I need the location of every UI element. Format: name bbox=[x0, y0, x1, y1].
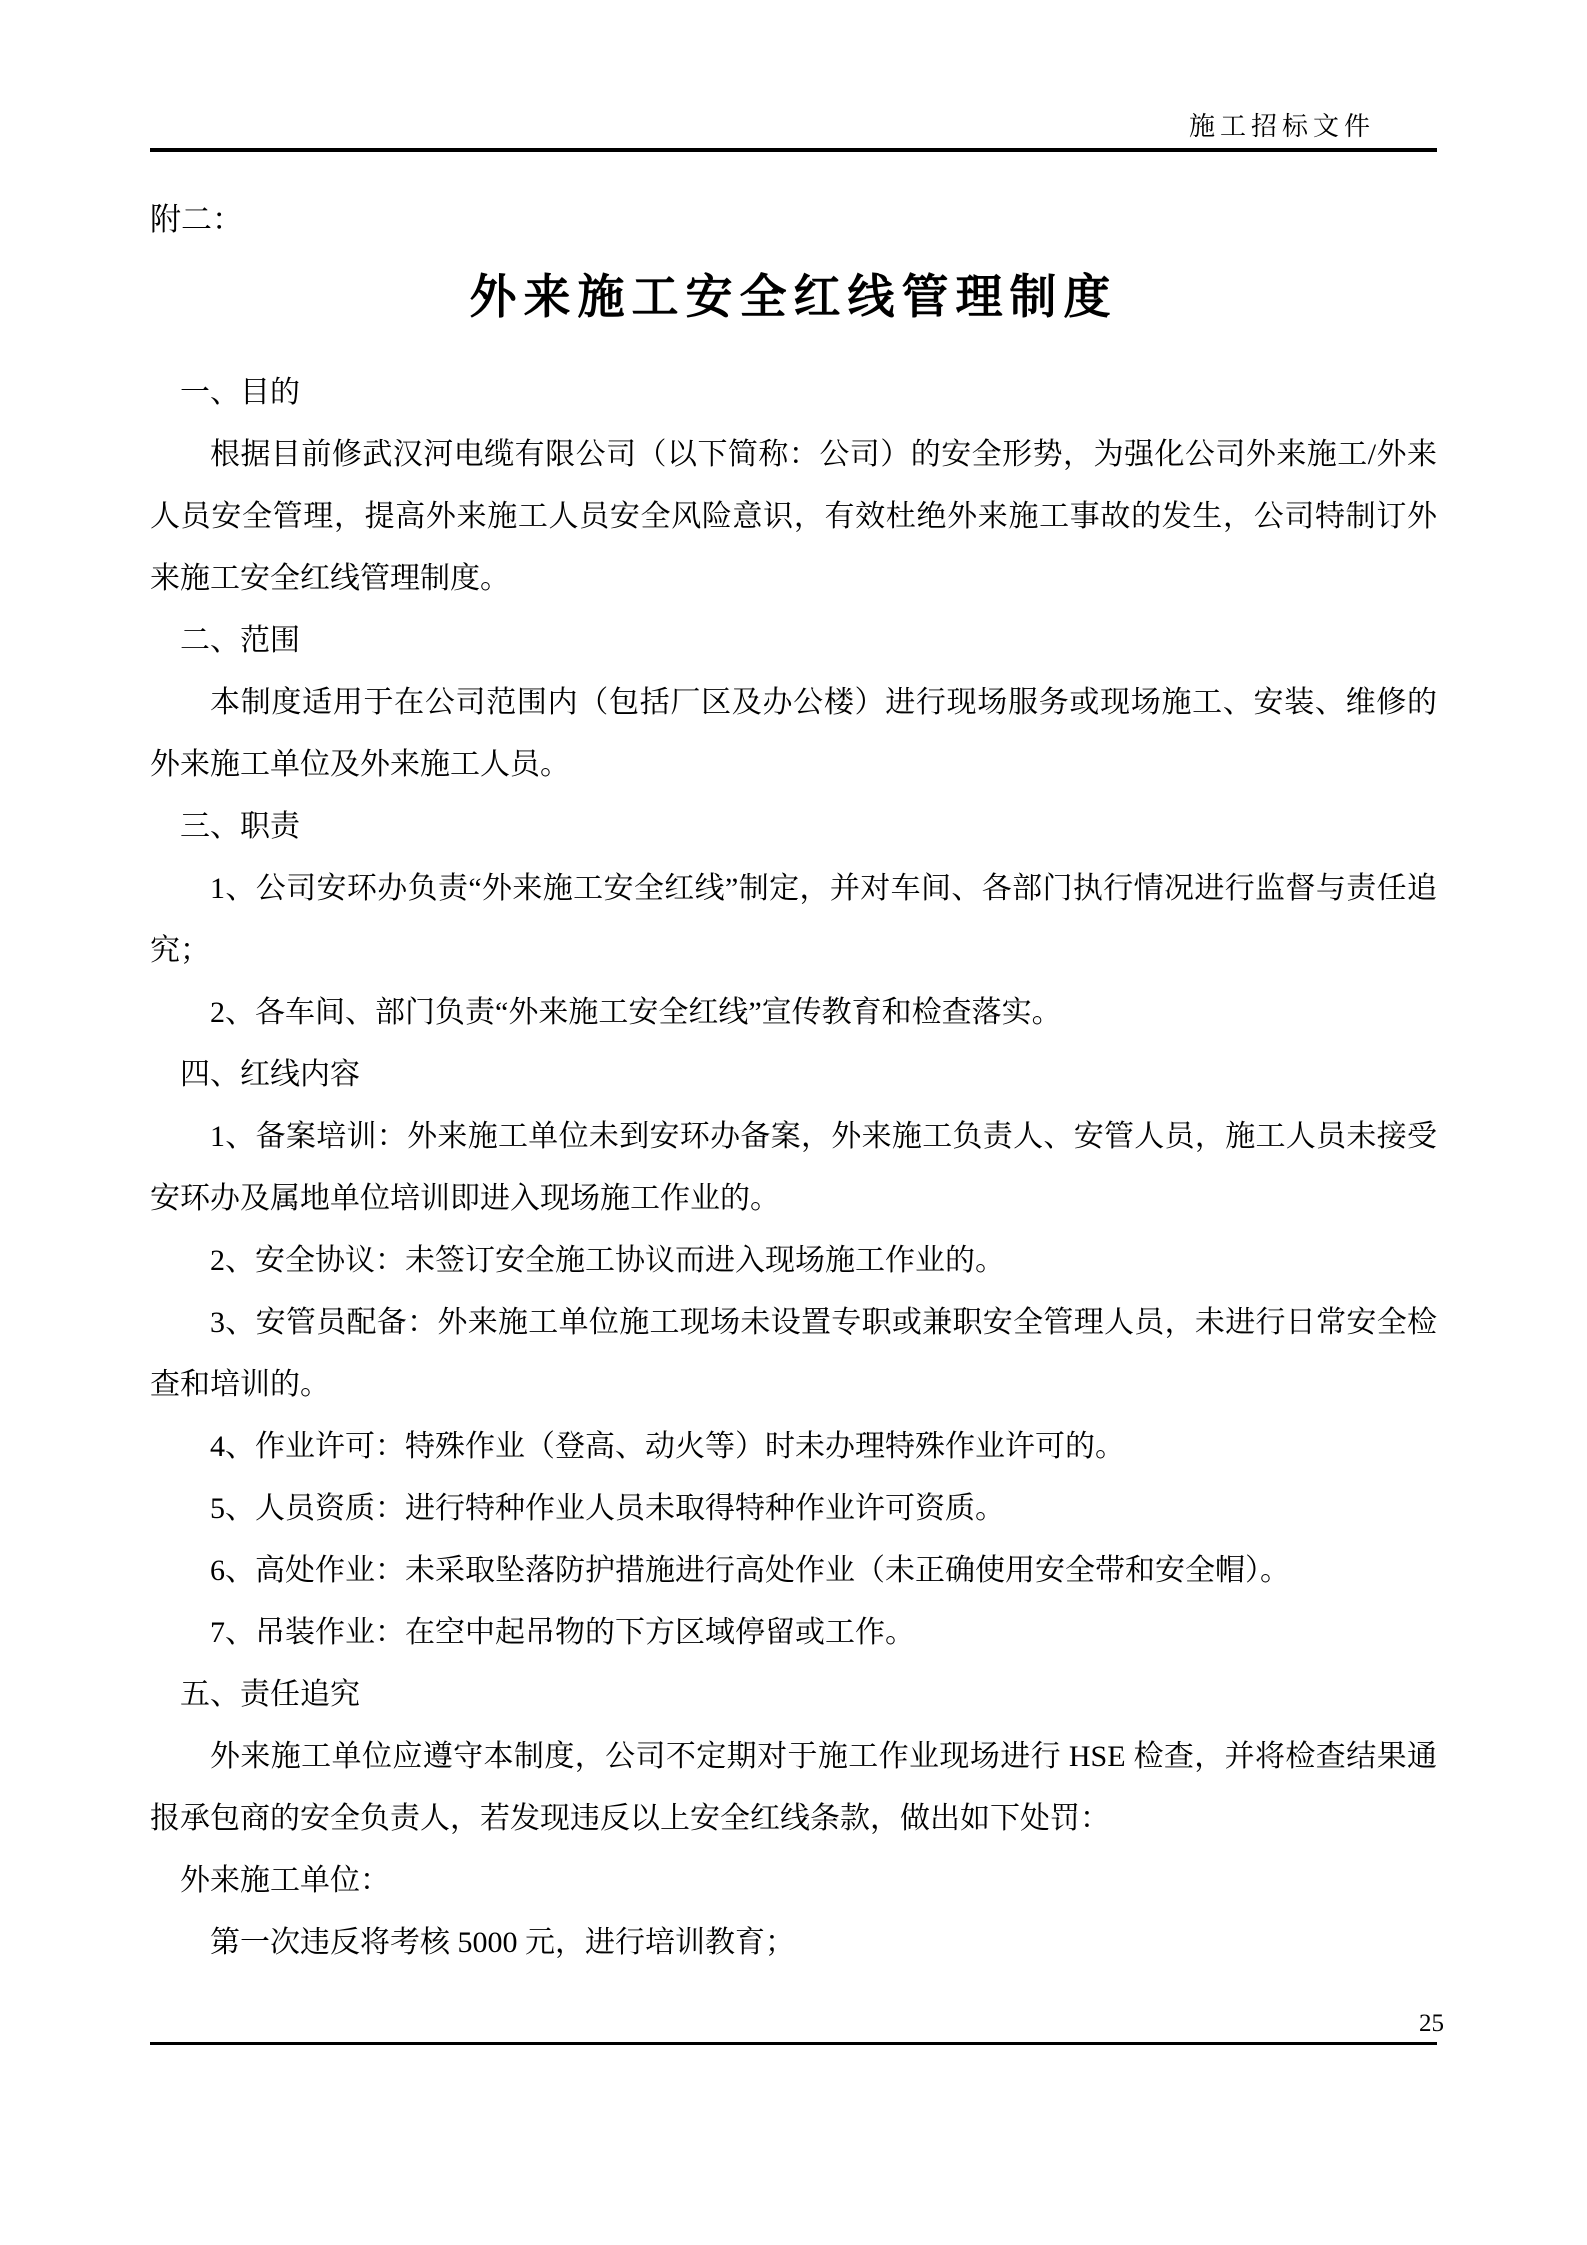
list-item: 6、高处作业：未采取坠落防护措施进行高处作业（未正确使用安全带和安全帽）。 bbox=[210, 1554, 1290, 1587]
closing-paragraph: 第一次违反将考核 5000 元，进行培训教育； bbox=[210, 1926, 795, 1959]
paragraph: 本制度适用于在公司范围内（包括厂区及办公楼）进行现场服务或现场施工、安装、维修的外来施工单位及外来施工人员。 bbox=[150, 686, 1437, 781]
header-divider bbox=[150, 148, 1437, 152]
list-item: 2、各车间、部门负责“外来施工安全红线”宣传教育和检查落实。 bbox=[210, 996, 1062, 1029]
page-title: 外来施工安全红线管理制度 bbox=[469, 272, 1118, 324]
section-heading-responsibilities: 三、职责 bbox=[180, 810, 300, 843]
header-title: 施工招标文件 bbox=[1188, 112, 1375, 141]
paragraph: 外来施工单位应遵守本制度，公司不定期对于施工作业现场进行 HSE 检查，并将检查结果通报承包商的安全负责人，若发现违反以上安全红线条款，做出如下处罚： bbox=[150, 1740, 1437, 1835]
list-item: 5、人员资质：进行特种作业人员未取得特种作业许可资质。 bbox=[210, 1492, 1005, 1525]
section-heading-purpose: 一、目的 bbox=[180, 376, 300, 409]
attachment-label: 附二： bbox=[150, 202, 243, 237]
section-heading-redline-content: 四、红线内容 bbox=[180, 1058, 360, 1091]
list-item: 2、安全协议：未签订安全施工协议而进入现场施工作业的。 bbox=[210, 1244, 1005, 1277]
document-text bbox=[150, 362, 1437, 1974]
paragraph: 根据目前修武汉河电缆有限公司（以下简称：公司）的安全形势，为强化公司外来施工/外来人员安全管理，提高外来施工人员安全风险意识，有效杜绝外来施工事故的发生，公司特制订外来施工安全红线管理制度。 bbox=[150, 438, 1437, 595]
list-item: 1、备案培训：外来施工单位未到安环办备案，外来施工负责人、安管人员，施工人员未接受安环办及属地单位培训即进入现场施工作业的。 bbox=[150, 1120, 1437, 1215]
list-item: 1、公司安环办负责“外来施工安全红线”制定，并对车间、各部门执行情况进行监督与责任追究； bbox=[150, 872, 1437, 967]
page-number: 25 bbox=[1419, 2010, 1444, 2037]
list-item: 3、安管员配备：外来施工单位施工现场未设置专职或兼职安全管理人员，未进行日常安全检查和培训的。 bbox=[150, 1306, 1437, 1401]
list-item: 4、作业许可：特殊作业（登高、动火等）时未办理特殊作业许可的。 bbox=[210, 1430, 1125, 1463]
section-heading-scope: 二、范围 bbox=[180, 624, 300, 657]
document-body bbox=[150, 198, 1437, 1974]
closing-subheading: 外来施工单位： bbox=[180, 1864, 390, 1897]
footer-divider bbox=[150, 2042, 1437, 2045]
list-item: 7、吊装作业：在空中起吊物的下方区域停留或工作。 bbox=[210, 1616, 915, 1649]
page-header bbox=[150, 110, 1437, 144]
section-heading-accountability: 五、责任追究 bbox=[180, 1678, 360, 1711]
